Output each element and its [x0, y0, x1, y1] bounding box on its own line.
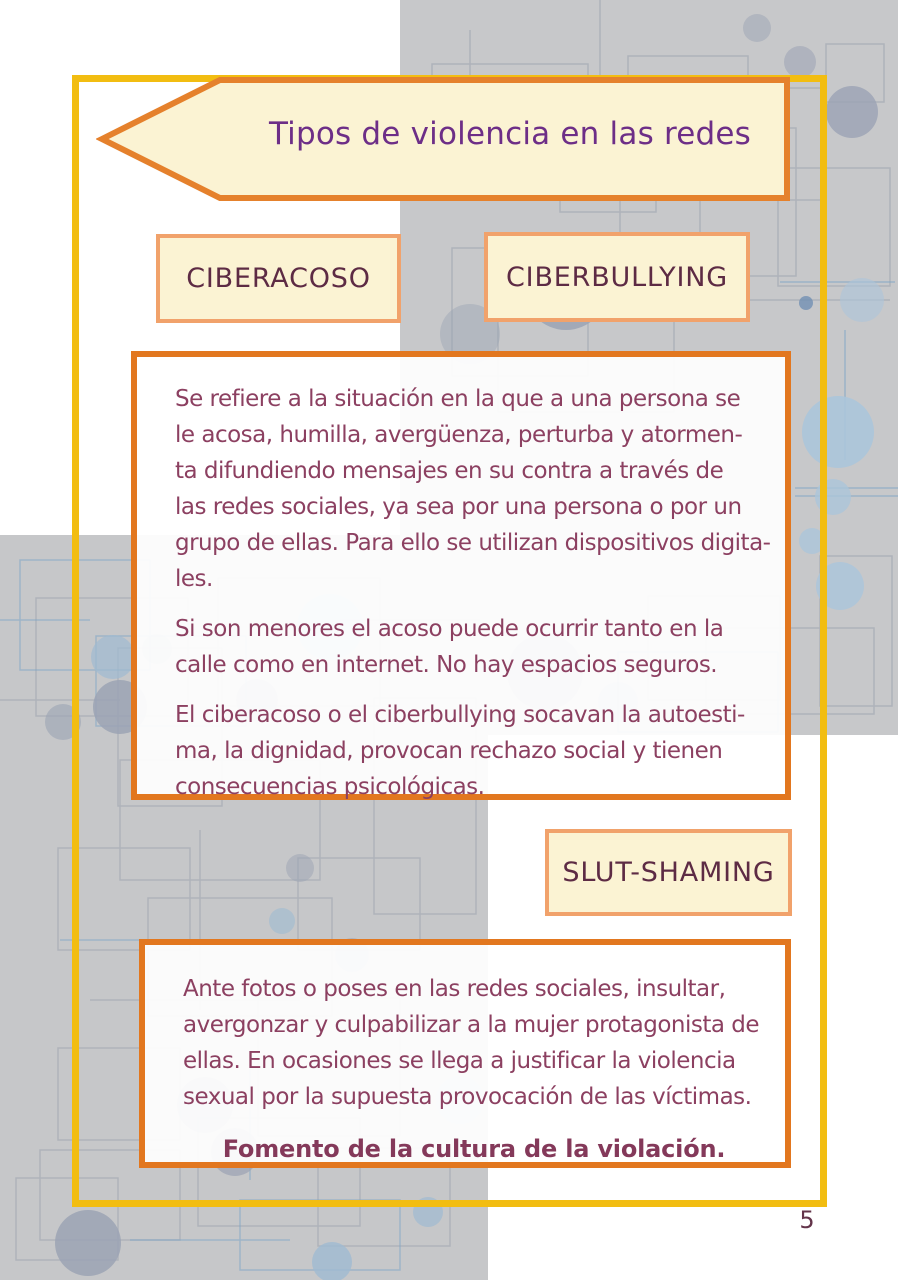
emphasis-line: Fomento de la cultura de la violación. [222, 1135, 726, 1163]
text-line: las redes sociales, ya sea por una persona o por un [175, 494, 742, 520]
page-number: 5 [799, 1206, 815, 1234]
slut-shaming-description-box [139, 939, 791, 1168]
text-line: Se refiere a la situación en la que a una persona se [175, 386, 741, 412]
label-text: SLUT-SHAMING [562, 857, 775, 888]
text-line: grupo de ellas. Para ello se utilizan dispositivos digita- [175, 530, 771, 556]
text-line: Si son menores el acoso puede ocurrir tanto en la [175, 616, 724, 642]
label-box-ciberacoso [156, 234, 401, 323]
label-box-ciberbullying [484, 232, 750, 322]
paragraph [183, 971, 765, 1115]
text-line: ta difundiendo mensajes en su contra a través de [175, 458, 724, 484]
text-line: Ante fotos o poses en las redes sociales, insultar, [183, 976, 726, 1002]
text-line: ellas. En ocasiones se llega a justificar la violencia [183, 1048, 736, 1074]
text-line: calle como en internet. No hay espacios seguros. [175, 652, 718, 678]
text-line: ma, la dignidad, provocan rechazo social y tienen [175, 738, 723, 764]
label-text: CIBERBULLYING [506, 261, 728, 293]
text-line: sexual por la supuesta provocación de las víctimas. [183, 1084, 752, 1110]
text-line: avergonzar y culpabilizar a la mujer protagonista de [183, 1012, 760, 1038]
text-line: les. [175, 566, 213, 592]
text-line: El ciberacoso o el ciberbullying socavan la autoesti- [175, 702, 745, 728]
paragraph [175, 697, 765, 805]
label-text: CIBERACOSO [186, 263, 371, 294]
cyberbullying-description-box [131, 351, 791, 800]
label-box-slut-shaming [545, 829, 792, 916]
paragraph [175, 611, 765, 683]
text-line: consecuencias psicológicas. [175, 774, 485, 800]
text-line: le acosa, humilla, avergüenza, perturba y atormen- [175, 422, 743, 448]
page-title: Tipos de violencia en las redes [268, 116, 752, 152]
paragraph [175, 381, 771, 597]
